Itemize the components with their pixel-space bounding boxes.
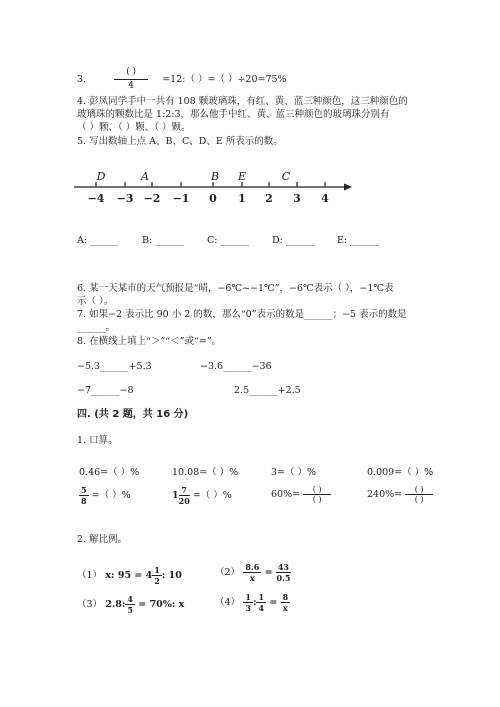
question-3 (77, 66, 287, 93)
section-4-title: 四. (共 2 题，共 16 分) (77, 409, 189, 420)
oral-item-1[interactable]: 0.46=（ ）% (79, 467, 140, 478)
axis-tick-label: −4 (87, 192, 105, 205)
axis-tick-label: −2 (143, 192, 161, 205)
axis-arrow-icon (344, 184, 352, 191)
axis-tick-label: −3 (116, 192, 134, 205)
q3-number: 3. (77, 74, 87, 85)
q4-line2: 玻璃珠的颗数比是 1:2:3，那么他手中红、黄、蓝三种颜色的玻璃珠分别有 (77, 109, 390, 120)
q3-rest: =12:（ ）=（ ）÷20=75% (162, 74, 287, 85)
oral-item-6[interactable]: 1 $\frac{7}{20}$ =（ ）% (172, 485, 232, 506)
oral-item-5-fraction: $\frac{5}{8}$ (81, 485, 87, 506)
axis-point-label: C (281, 170, 291, 183)
q3-fraction-num: ( ) (114, 66, 148, 80)
compare-item-1[interactable]: −5.3______+5.3 (77, 361, 152, 372)
q6-line1: 6. 某一天某市的天气预报是“晴，−6℃~−1℃”，−6℃表示（ ），−1℃表 (77, 283, 394, 294)
question-6 (77, 282, 394, 308)
q3-fraction-den: 4 (128, 81, 134, 91)
oral-item-6-fraction: $\frac{7}{20}$ (178, 485, 190, 506)
q4-line1: 4. 彭凤同学手中一共有 108 颗玻璃珠，有红、黄、蓝三种颜色，这三种颜色的 (77, 96, 408, 107)
q5-answer-e[interactable]: E: ______ (337, 235, 379, 246)
oral-item-7[interactable]: 60%= $\frac{( )}{( )}$ (271, 485, 331, 504)
axis-tick-label: 2 (265, 192, 273, 205)
oral-item-2[interactable]: 10.08=（ ）% (172, 467, 239, 478)
q7-line2: ______。 (77, 322, 116, 333)
axis-tick-label: 3 (293, 192, 301, 205)
axis-point-label: B (210, 170, 220, 183)
q5-answer-b[interactable]: B: ______ (142, 235, 184, 246)
ratio-problem-1[interactable]: （1） x: 95 = 4 $\frac{1}{2}$ : 10 (77, 565, 182, 586)
q5-answer-c[interactable]: C: ______ (207, 235, 249, 246)
ratio-problem-4[interactable]: （4） $\frac{1}{3}$ : $\frac{1}{4}$ = $\frac{8}{x}$ (215, 592, 289, 613)
ratio-title: 2. 解比例。 (77, 534, 128, 545)
oral-item-5[interactable]: $\frac{5}{8}$ =（ ）% (81, 485, 131, 506)
axis-tick-label: −1 (172, 192, 190, 205)
ratio-problem-2[interactable]: （2） $\frac{8.6}{x}$ = $\frac{43}{0.5}$ (215, 562, 291, 583)
axis-tick-label: 4 (321, 192, 329, 205)
oral-item-4[interactable]: 0.009=（ ）% (367, 467, 434, 478)
question-4 (77, 95, 408, 134)
question-8: 8. 在横线上填上“＞”“＜”或“=”。 (77, 336, 222, 347)
axis-point-label: E (237, 170, 247, 183)
question-5: 5. 写出数轴上点 A、B、C、D、E 所表示的数。 (77, 136, 283, 147)
oral-item-8[interactable]: 240%= $\frac{( )}{( )}$ (367, 485, 433, 504)
axis-point-label: D (96, 170, 106, 183)
compare-item-4[interactable]: 2.5______+2.5 (234, 385, 301, 396)
question-7 (77, 308, 407, 334)
oral-item-8-fraction: $\frac{( )}{( )}$ (405, 485, 433, 504)
q6-line2: 示（ ）。 (77, 296, 114, 307)
q3-fraction (114, 66, 148, 93)
oral-item-3[interactable]: 3=（ ）% (271, 467, 317, 478)
compare-item-2[interactable]: −3.6______−36 (200, 361, 272, 372)
q5-answer-a[interactable]: A: ______ (77, 235, 119, 246)
q7-line1: 7. 如果−2 表示比 90 小 2 的数，那么“0”表示的数是______；−5 表示的数是 (77, 309, 407, 320)
axis-point-label: A (141, 170, 149, 183)
q4-line3: （ ）颗、（ ）颗、（ ）颗。 (77, 122, 191, 133)
q5-answer-d[interactable]: D: ______ (272, 235, 315, 246)
oral-calc-title: 1. 口算。 (77, 435, 118, 446)
number-line (72, 168, 357, 208)
axis-tick-label: 1 (238, 192, 246, 205)
axis-tick-label: 0 (209, 192, 217, 205)
compare-item-3[interactable]: −7______−8 (77, 385, 134, 396)
ratio-problem-3[interactable]: （3） 2.8: $\frac{4}{5}$ = 70%: x (77, 594, 185, 615)
oral-item-7-fraction: $\frac{( )}{( )}$ (303, 485, 331, 504)
